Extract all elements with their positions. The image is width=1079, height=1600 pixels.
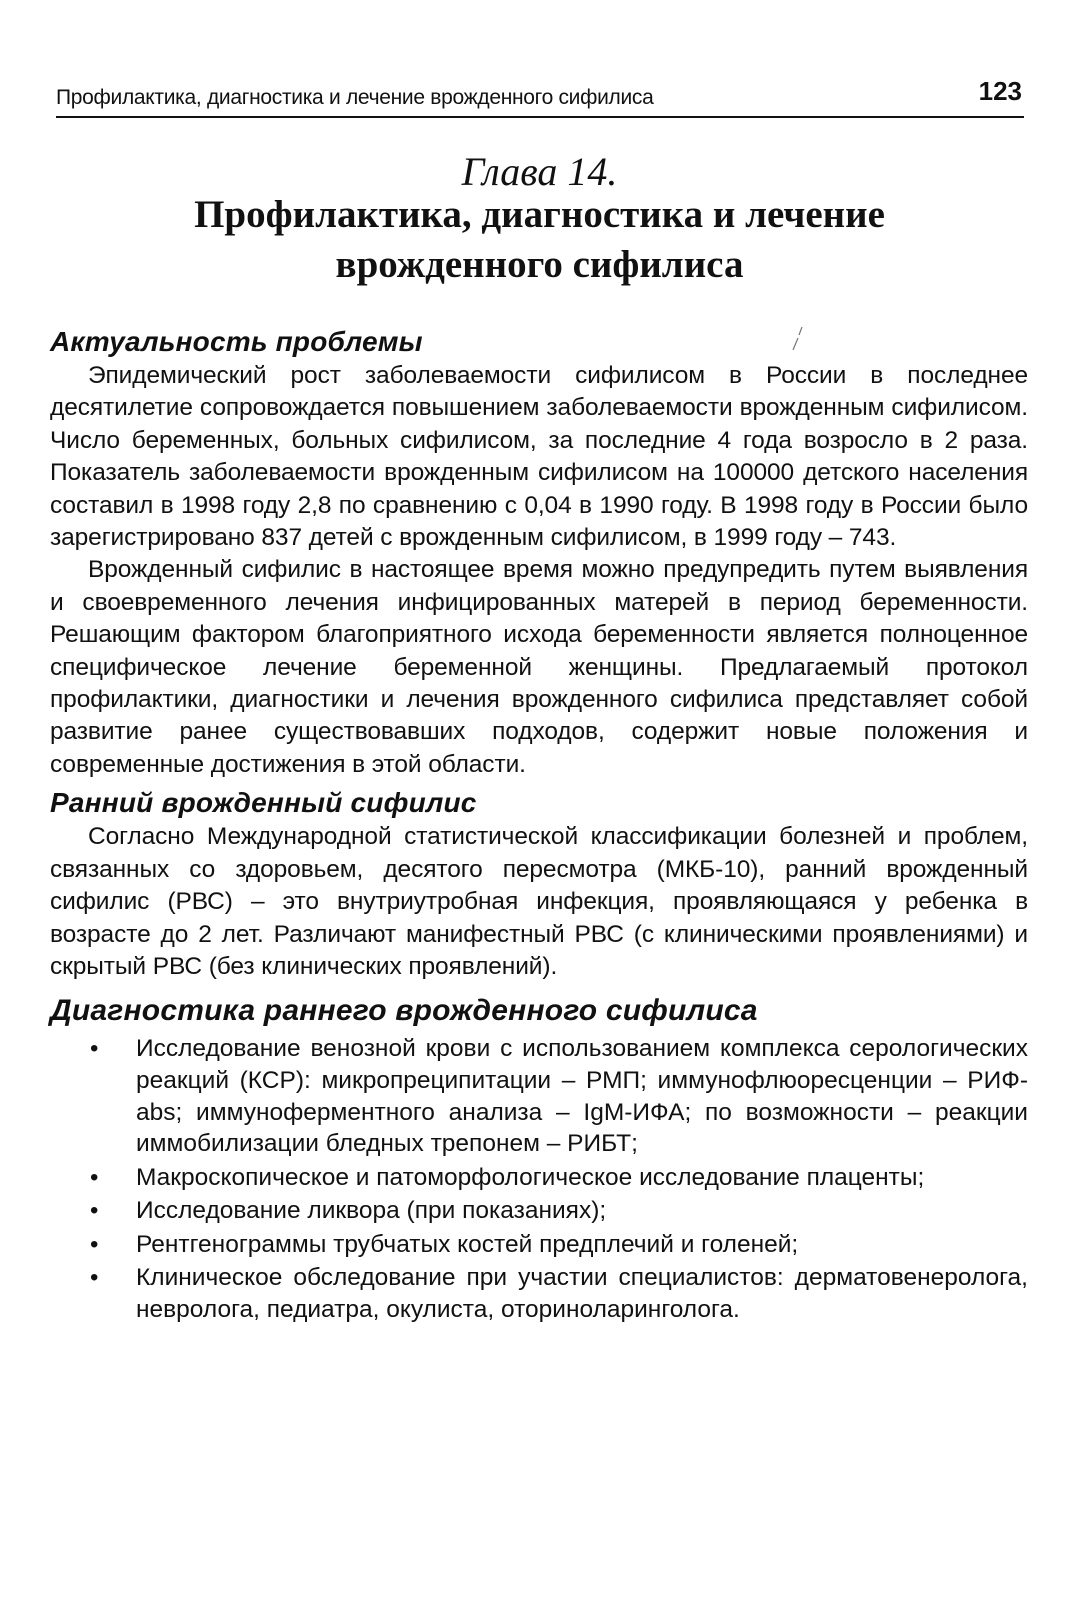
chapter-title [0, 190, 1079, 290]
bullet-icon: • [90, 1197, 99, 1225]
chapter-label: Глава 14. [461, 149, 618, 194]
list-item-text: Макроскопическое и патоморфологическое исследование плаценты; [136, 1163, 925, 1191]
list-item-text: Исследование ликвора (при показаниях); [136, 1197, 607, 1225]
section-heading-diagnostics: Диагностика раннего врожденного сифилиса [50, 994, 758, 1028]
list-item-text: Исследование венозной крови с использованием комплекса серологических реакций (КСР): микропреципитации – РМП; иммунофлюоресценции – РИФ-abs; иммуноферментного анализа – IgM-ИФА; по возможности – реакции иммобилизации бледных трепонем – РИБТ; [136, 1035, 1028, 1158]
list-item-text: Рентгенограммы трубчатых костей предплечий и голеней; [136, 1230, 799, 1258]
list-item [50, 1229, 1028, 1261]
chapter-title-line-2: врожденного сифилиса [335, 243, 744, 286]
section-heading-relevance: Актуальность проблемы [50, 326, 423, 357]
bullet-icon: • [90, 1264, 99, 1292]
list-item-text: Клиническое обследование при участии специалистов: дерматовенеролога, невролога, педиатра, окулиста, оториноларинголога. [136, 1264, 1028, 1324]
bullet-icon: • [90, 1035, 99, 1063]
running-title: Профилактика, диагностика и лечение врожденного сифилиса [56, 86, 654, 109]
bullet-icon: • [90, 1163, 99, 1191]
list-item [50, 1162, 1028, 1194]
page-content [50, 324, 1028, 1328]
list-item [50, 1262, 1028, 1325]
chapter-title-line-1: Профилактика, диагностика и лечение [194, 193, 885, 236]
diagnostics-list [50, 1033, 1028, 1325]
page-number: 123 [978, 76, 1022, 106]
paragraph-prevention: Врожденный сифилис в настоящее время можно предупредить путем выявления и своевременного лечения инфицированных матерей в период беременности. Решающим фактором благоприятного исхода беременности является полноценное специфическое лечение беременной женщины. Предлагаемый протокол профилактики, диагностики и лечения врожденного сифилиса представляет собой развитие ранее существовавших подходов, содержит новые положения и современные достижения в этой области. [50, 556, 1028, 778]
bullet-icon: • [90, 1230, 99, 1258]
running-header [56, 76, 1024, 118]
paragraph-classification: Согласно Международной статистической классификации болезней и проблем, связанных со здоровьем, десятого пересмотра (МКБ-10), ранний врожденный сифилис (РВС) – это внутриутробная инфекция, проявляющаяся у ребенка в возрасте до 2 лет. Различают манифестный РВС (с клиническими проявлениями) и скрытый РВС (без клинических проявлений). [50, 823, 1028, 980]
paragraph-epidemic-growth: Эпидемический рост заболеваемости сифилисом в России в последнее десятилетие сопровождается повышением заболеваемости врожденным сифилисом. Число беременных, больных сифилисом, за последние 4 года возросло в 2 раза. Показатель заболеваемости врожденным сифилисом на 100000 детского населения составил в 1998 году 2,8 по сравнению с 0,04 в 1990 году. В 1998 году в России было зарегистрировано 837 детей с врожденным сифилисом, в 1999 году – 743. [50, 362, 1028, 552]
section-heading-early-congenital: Ранний врожденный сифилис [50, 787, 477, 819]
list-item [50, 1033, 1028, 1159]
list-item [50, 1195, 1028, 1227]
